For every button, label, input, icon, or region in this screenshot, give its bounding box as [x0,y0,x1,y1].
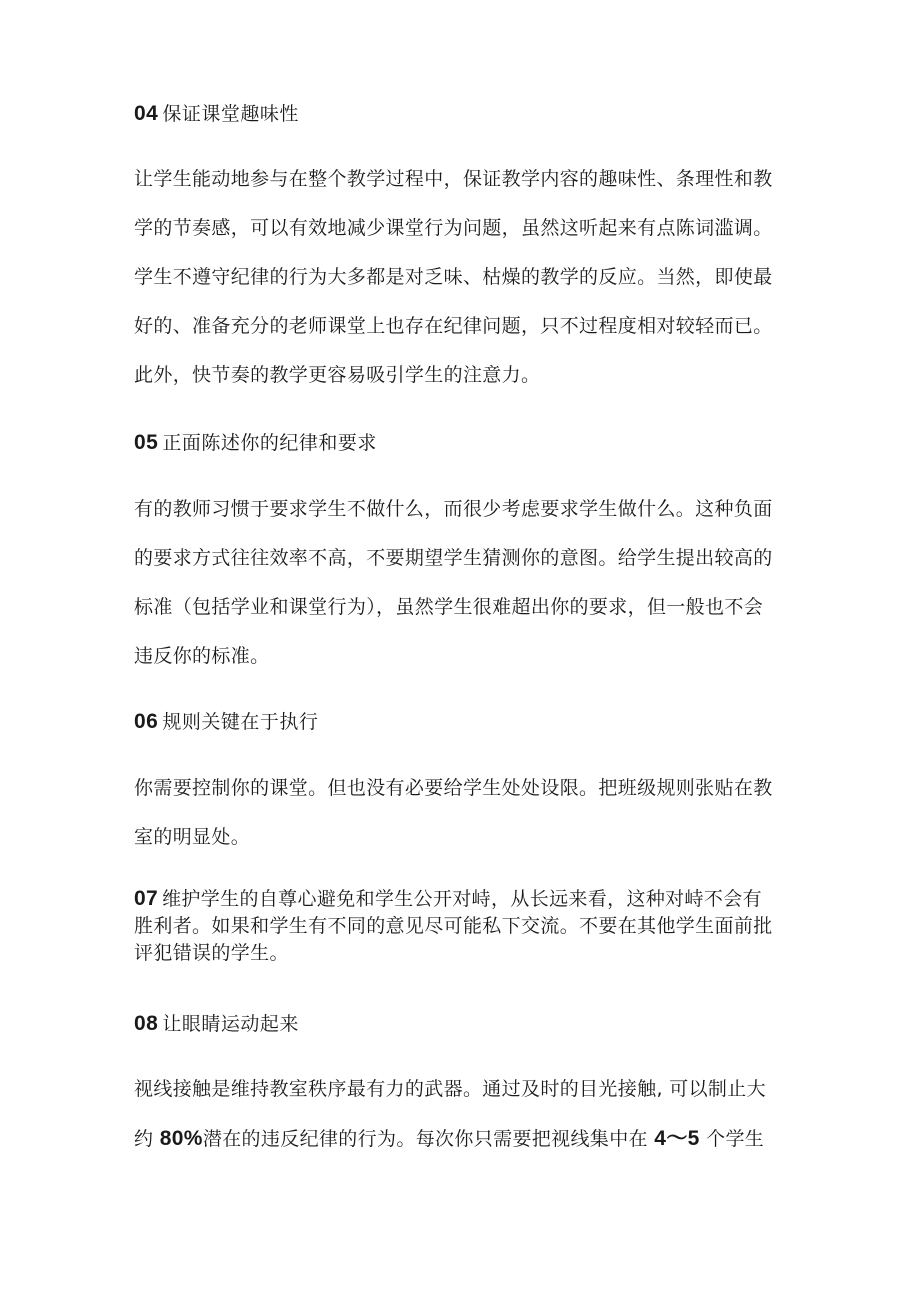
section-number: 07 [134,887,159,910]
paragraph-line: 评犯错误的学生。 [134,942,289,964]
paragraph-line: 学的节奏感，可以有效地减少课堂行为问题，虽然这听起来有点陈词滥调。 [134,217,773,239]
section-number: 05 [134,431,159,454]
paragraph-line: 胜利者。如果和学生有不同的意见尽可能私下交流。不要在其他学生面前批 [134,915,773,937]
section-number: 08 [134,1012,159,1035]
section-title: 保证课堂趣味性 [162,103,299,125]
section-08-body [134,1065,814,1164]
section-number: 06 [134,710,159,733]
paragraph-text: 潜在的违反纪律的行为。每次你只需要把视线集中在 [202,1128,655,1150]
paragraph-line: 标准（包括学业和课堂行为），虽然学生很难超出你的要求，但一般也不会 [134,596,764,618]
paragraph-line: 让学生能动地参与在整个教学过程中，保证教学内容的趣味性、条理性和教 [134,168,773,190]
section-06-body [134,764,814,862]
section-08-heading [134,1011,814,1037]
section-04-body [134,155,814,400]
percentage-value: 80% [159,1127,203,1150]
paragraph-line: 视线接触是维持教室秩序最有力的武器。通过及时的目光接触, 可以制止大 [134,1078,766,1100]
paragraph-line: 的要求方式往往效率不高，不要期望学生猜测你的意图。给学生提出较高的 [134,547,773,569]
section-number: 04 [134,102,159,125]
paragraph-line [134,885,814,913]
paragraph-text: 约 [134,1128,160,1150]
paragraph-line [134,1114,814,1164]
section-05-heading [134,430,814,456]
paragraph-line: 此外，快节奏的教学更容易吸引学生的注意力。 [134,364,541,386]
paragraph-line: 违反你的标准。 [134,645,270,667]
paragraph-text: 个学生 [699,1128,765,1150]
section-04-heading [134,101,814,127]
paragraph-line: 好的、准备充分的老师课堂上也存在纪律问题，只不过程度相对较轻而已。 [134,315,773,337]
section-06-heading [134,709,814,735]
section-title: 让眼睛运动起来 [162,1013,299,1035]
paragraph-line: 你需要控制你的课堂。但也没有必要给学生处处设限。把班级规则张贴在教 [134,777,773,799]
section-05-body [134,485,814,681]
paragraph-line: 有的教师习惯于要求学生不做什么，而很少考虑要求学生做什么。这种负面 [134,498,773,520]
paragraph-text: 维护学生的自尊心避免和学生公开对峙，从长远来看，这种对峙不会有 [162,888,762,910]
section-title: 正面陈述你的纪律和要求 [162,432,377,454]
paragraph-line: 学生不遵守纪律的行为大多都是对乏味、枯燥的教学的反应。当然，即使最 [134,266,773,288]
paragraph-line: 室的明显处。 [134,826,251,848]
section-title: 规则关键在于执行 [162,711,319,733]
section-07-body [134,885,814,967]
range-value: 4～5 [654,1127,700,1150]
